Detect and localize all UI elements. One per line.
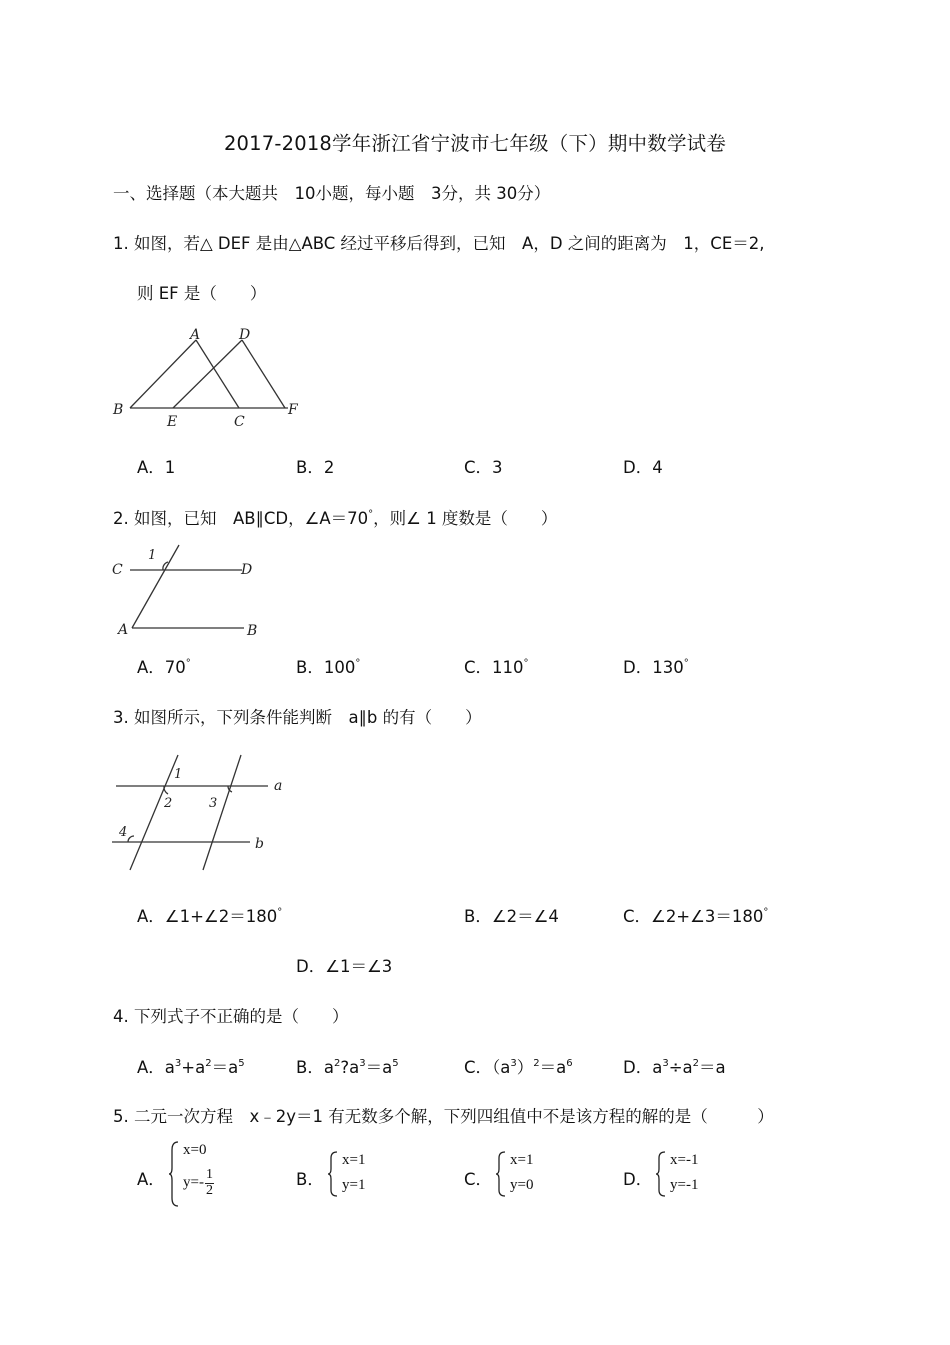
q5-option-a-system	[168, 1140, 248, 1210]
label-b: B	[247, 623, 258, 639]
label-c: C	[112, 562, 123, 578]
question-1-stem: 1. 如图，若△ DEF 是由△ABC 经过平移后得到，已知 A，D 之间的距离为 1，CE＝2,	[113, 234, 765, 253]
brace-icon	[495, 1150, 507, 1198]
angle-4-arc	[128, 836, 134, 842]
segment-ed	[173, 340, 242, 408]
question-1-stem-line2: 则 EF 是（ ）	[137, 284, 267, 303]
q3-option-b: B．∠2＝∠4	[464, 907, 559, 926]
label-d: D	[241, 562, 253, 578]
label-angle-1: 1	[174, 767, 183, 782]
equation-y: y=1	[342, 1177, 366, 1193]
label-b: b	[255, 836, 264, 852]
label-c: C	[234, 414, 245, 430]
q5-option-d-label: D．	[623, 1170, 653, 1189]
question-3-figure	[108, 750, 298, 880]
question-5-stem: 5. 二元一次方程 x﹣2y＝1 有无数多个解，下列四组值中不是该方程的解的是（ ）	[113, 1107, 774, 1126]
q2-option-a: A．70°	[137, 658, 191, 677]
q3-option-a: A．∠1+∠2＝180°	[137, 907, 283, 926]
segment-ba	[130, 340, 196, 408]
q3-option-d: D．∠1＝∠3	[296, 957, 393, 976]
label-a: A	[190, 327, 201, 343]
q5-option-c-label: C．	[464, 1170, 493, 1189]
fraction: $\frac{1}{2}$	[205, 1167, 213, 1198]
label-a: A	[118, 622, 129, 638]
q5-option-b-label: B．	[296, 1170, 324, 1189]
label-angle-1: 1	[148, 548, 157, 563]
brace-icon	[168, 1140, 180, 1208]
page-title: 2017-2018学年浙江省宁波市七年级（下）期中数学试卷	[223, 132, 727, 155]
equation-x: x=1	[510, 1152, 534, 1168]
question-2-stem: 2. 如图，已知 AB∥CD，∠A＝70°，则∠ 1 度数是（ ）	[113, 509, 558, 528]
question-3-stem: 3. 如图所示，下列条件能判断 a∥b 的有（ ）	[113, 708, 482, 727]
equation-x: x=1	[342, 1152, 366, 1168]
label-d: D	[239, 327, 251, 343]
question-2-figure	[108, 540, 268, 640]
q1-option-c: C．3	[464, 458, 503, 477]
equation-x: x=-1	[670, 1152, 699, 1168]
q2-option-c: C．110°	[464, 658, 529, 677]
q5-option-b-system	[327, 1150, 397, 1200]
q1-option-a: A．1	[137, 458, 176, 477]
transversal-right	[203, 755, 241, 870]
label-a: a	[274, 778, 283, 794]
question-1-figure	[108, 322, 308, 432]
q2-option-b: B．100°	[296, 658, 361, 677]
q4-option-c: C．$(a^3)^2=a^6$	[464, 1058, 573, 1077]
label-angle-3: 3	[209, 796, 218, 811]
equation-y: y=0	[510, 1177, 534, 1193]
section-heading: 一、选择题（本大题共 10小题，每小题 3分，共 30分）	[113, 184, 551, 203]
label-angle-4: 4	[119, 825, 128, 840]
q2-option-d: D．130°	[623, 658, 689, 677]
q3-option-c: C．∠2+∠3＝180°	[623, 907, 769, 926]
equation-y: y=- $\frac{1}{2}$	[183, 1167, 213, 1198]
q4-option-a: A．$a^3+a^2=a^5$	[137, 1058, 245, 1077]
label-f: F	[288, 402, 298, 418]
q4-option-b: B．$a^2?a^3=a^5$	[296, 1058, 399, 1077]
brace-icon	[655, 1150, 667, 1198]
label-e: E	[167, 414, 178, 430]
label-angle-2: 2	[164, 796, 173, 811]
q4-option-d: D．$a^3\div a^2=a$	[623, 1058, 726, 1077]
q1-option-d: D．4	[623, 458, 663, 477]
question-4-stem: 4. 下列式子不正确的是（ ）	[113, 1007, 349, 1026]
equation-y: y=-1	[670, 1177, 699, 1193]
q5-option-c-system	[495, 1150, 565, 1200]
segment-df	[242, 340, 285, 408]
label-b: B	[113, 402, 124, 418]
angle-2-arc	[164, 786, 168, 794]
equation-x: x=0	[183, 1142, 207, 1158]
q5-option-d-system	[655, 1150, 735, 1200]
transversal-left	[130, 755, 178, 870]
brace-icon	[327, 1150, 339, 1198]
q5-option-a-label: A．	[137, 1170, 165, 1189]
q1-option-b: B．2	[296, 458, 335, 477]
